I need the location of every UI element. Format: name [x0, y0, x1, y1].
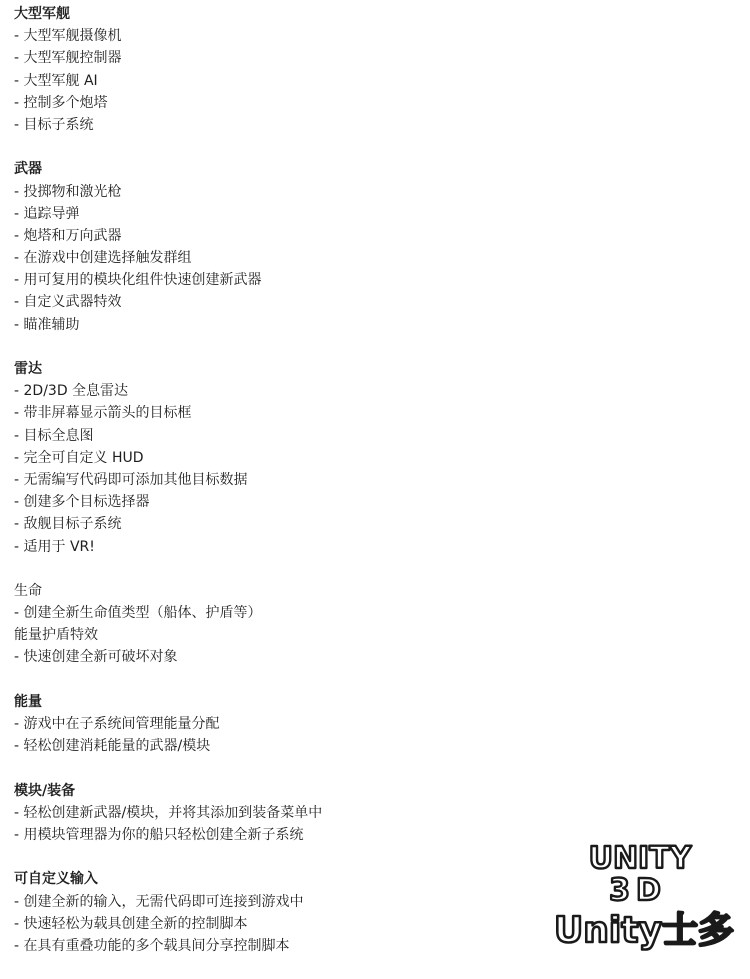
list-item: - 炮塔和万向武器	[14, 227, 122, 244]
section-heading: 模块/装备	[14, 782, 76, 799]
list-item: 能量护盾特效	[14, 627, 98, 644]
list-item: - 带非屏幕显示箭头的目标框	[14, 405, 192, 422]
section-heading: 能量	[14, 693, 42, 710]
list-item: - 瞄准辅助	[14, 316, 80, 333]
list-item: - 大型军舰 AI	[14, 72, 98, 89]
list-item: - 目标子系统	[14, 116, 94, 133]
list-item: - 在游戏中创建选择触发群组	[14, 250, 192, 267]
list-item: - 轻松创建消耗能量的武器/模块	[14, 738, 211, 755]
list-item: - 适用于 VR!	[14, 538, 95, 555]
list-item: - 快速创建全新可破坏对象	[14, 649, 178, 666]
watermark-line3: Unity士多	[554, 910, 734, 951]
list-item: - 投掷物和激光枪	[14, 183, 122, 200]
list-item: - 完全可自定义 HUD	[14, 449, 144, 466]
unity-store-watermark-logo	[552, 836, 740, 958]
feature-document	[14, 3, 734, 979]
list-item: - 游戏中在子系统间管理能量分配	[14, 716, 220, 732]
watermark-svg	[552, 836, 740, 958]
list-item: - 快速轻松为载具创建全新的控制脚本	[14, 915, 248, 932]
list-item: - 在具有重叠功能的多个载具间分享控制脚本	[14, 937, 290, 954]
list-item: - 追踪导弹	[14, 205, 80, 222]
section-heading: 雷达	[14, 361, 42, 377]
section-radar	[14, 358, 734, 558]
section-health	[14, 580, 734, 669]
list-item: - 目标全息图	[14, 427, 94, 444]
list-item: - 创建全新的输入，无需代码即可连接到游戏中	[14, 893, 304, 910]
section-heading: 大型军舰	[14, 6, 70, 22]
list-item: - 无需编写代码即可添加其他目标数据	[14, 471, 248, 488]
section-capital-ships	[14, 3, 734, 136]
list-item: - 自定义武器特效	[14, 294, 122, 311]
section-heading: 可自定义输入	[14, 871, 98, 888]
list-item: - 大型军舰控制器	[14, 50, 122, 67]
section-power	[14, 691, 734, 758]
list-item: - 用可复用的模块化组件快速创建新武器	[14, 272, 262, 289]
list-item: - 用模块管理器为你的船只轻松创建全新子系统	[14, 826, 304, 843]
list-item: - 敌舰目标子系统	[14, 516, 122, 533]
watermark-line2: 3D	[609, 873, 667, 908]
section-heading: 生命	[14, 582, 42, 599]
section-weapons	[14, 158, 734, 336]
watermark-line1: UNITY	[588, 841, 692, 876]
list-item: - 2D/3D 全息雷达	[14, 383, 129, 400]
list-item: - 轻松创建新武器/模块，并将其添加到装备菜单中	[14, 804, 323, 821]
list-item: - 控制多个炮塔	[14, 94, 108, 111]
section-heading: 武器	[14, 161, 42, 178]
list-item: - 创建多个目标选择器	[14, 494, 150, 511]
list-item: - 大型军舰摄像机	[14, 28, 122, 45]
list-item: - 创建全新生命值类型（船体、护盾等）	[14, 605, 262, 622]
